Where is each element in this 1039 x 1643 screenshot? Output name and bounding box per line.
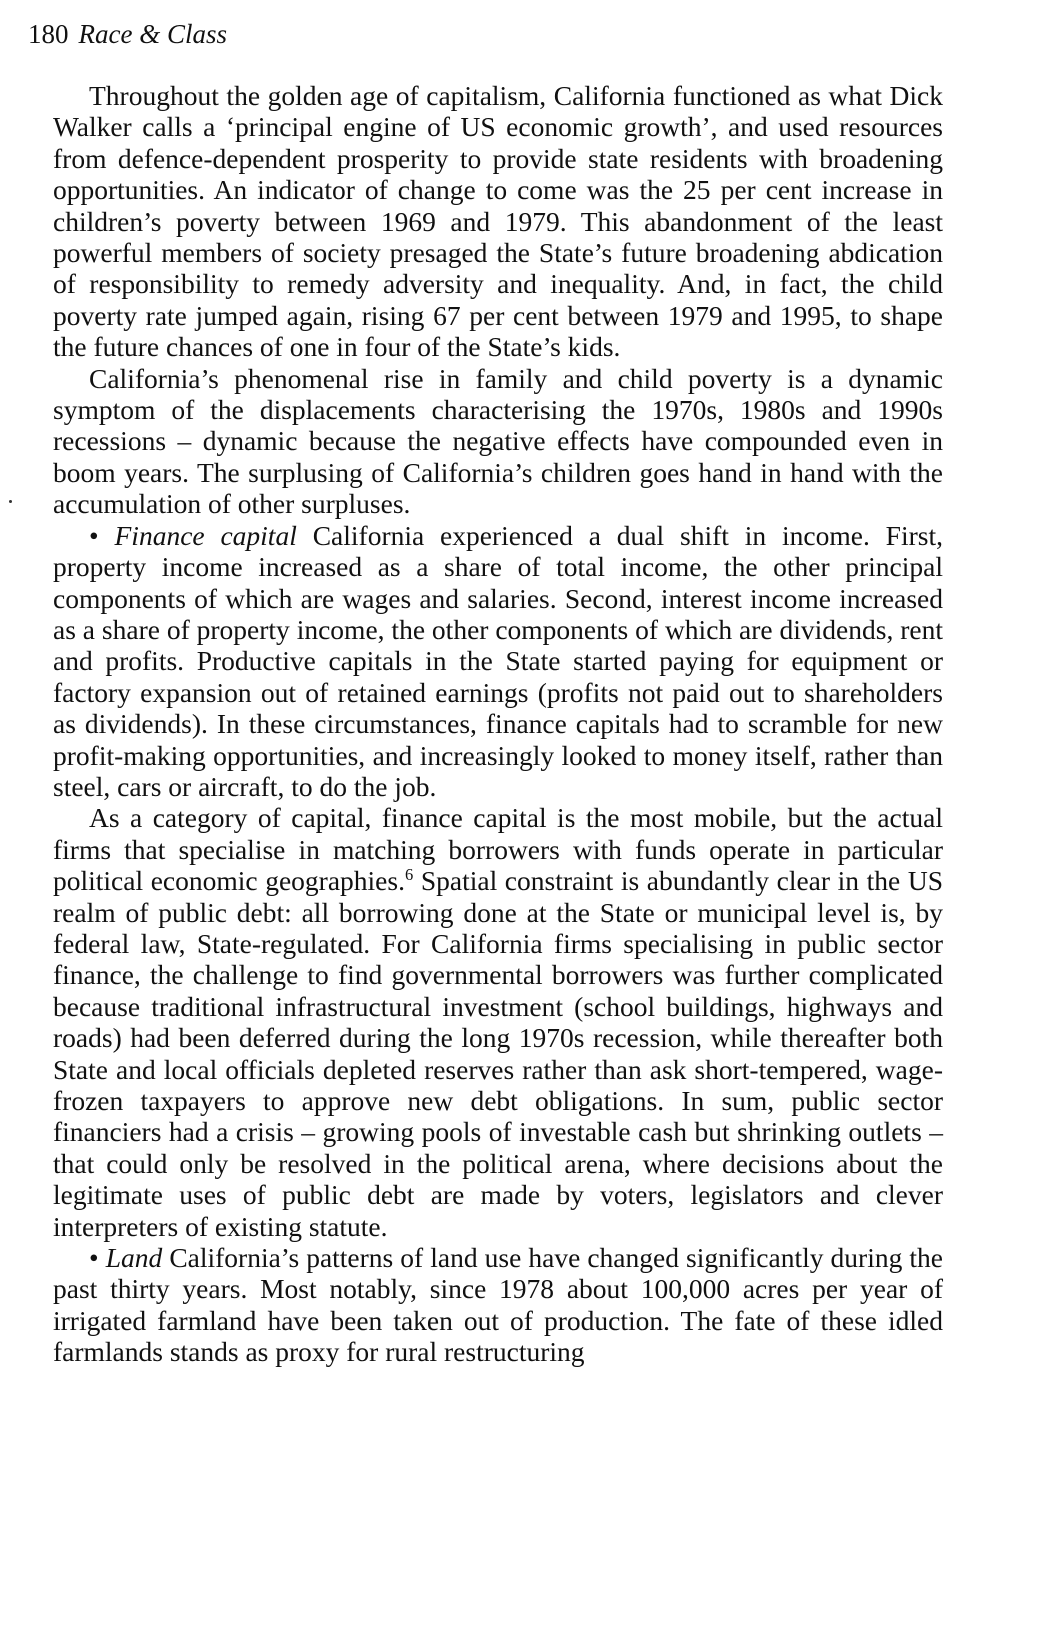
paragraph-public-debt: [53, 802, 943, 1242]
footnote-reference[interactable]: 6: [404, 865, 414, 884]
paragraph-text: Spatial constraint is abundantly clear in the US realm of public debt: all borrowing done at the State or municipal level is, by federal law, State-regulated. For California firms specialising in public sector finance, the challenge to find governmental borrowers was further complicated because traditional infrastructural investment (school buildings, highways and roads) had been deferred during the long 1970s recession, while thereafter both State and local officials depleted reserves rather than ask short-tempered, wage-frozen taxpayers to approve new debt obligations. In sum, public sector financiers had a crisis – growing pools of investable cash but shrinking outlets – that could only be resolved in the political arena, where decisions about the legitimate uses of public debt are made by voters, legislators and clever interpreters of existing statute.: [53, 865, 943, 1242]
stray-mark: [9, 500, 12, 503]
article-body: [53, 80, 943, 1368]
page-number: 180: [28, 19, 69, 49]
paragraph-child-poverty: [53, 363, 943, 520]
paragraph-text: Throughout the golden age of capitalism, California functioned as what Dick Walker calls a ‘principal engine of US economic growth’, and used resources from defence-dependent prosperity to provide state residents with broadening opportunities. An indicator of change to come was the 25 per cent increase in children’s poverty between 1969 and 1979. This abandonment of the least powerful members of society presaged the State’s future broadening abdication of responsibility to remedy adversity and inequality. And, in fact, the child poverty rate jumped again, rising 67 per cent between 1979 and 1995, to shape the future chances of one in four of the State’s kids.: [53, 80, 943, 363]
bullet-marker: •: [89, 1242, 99, 1274]
paragraph-land: [53, 1242, 943, 1368]
running-head: [28, 18, 227, 50]
paragraph-text: California experienced a dual shift in income. First, property income increased as a share of total income, the other principal components of which are wages and salaries. Second, interest income increased as a share of property income, the other components of which are dividends, rent and profits. Productive capitals in the State started paying for equipment or factory expansion out of retained earnings (profits not paid out to shareholders as dividends). In these circumstances, finance capitals had to scramble for new profit-making opportunities, and increasingly looked to money itself, rather than steel, cars or aircraft, to do the job.: [53, 519, 943, 802]
paragraph-text: California’s patterns of land use have changed significantly during the past thirty years. Most notably, since 1978 about 100,000 acres per year of irrigated farmland have been taken out of production. The fate of these idled farmlands stands as proxy for rural restructuring: [53, 1242, 944, 1368]
paragraph-lead-term: Finance capital: [114, 519, 297, 551]
paragraph-text: California’s phenomenal rise in family and child poverty is a dynamic symptom of the displacements characterising the 1970s, 1980s and 1990s recessions – dynamic because the negative effects have compounded even in boom years. The surplusing of California’s children goes hand in hand with the accumulation of other surpluses.: [53, 362, 943, 520]
paragraph-text: As a category of capital, finance capital is the most mobile, but the actual firms that specialise in matching borrowers with funds operate in particular political economic geographies.: [53, 802, 943, 897]
bullet-marker: •: [89, 519, 99, 551]
paragraph-golden-age: [53, 80, 943, 363]
paragraph-lead-term: Land: [105, 1242, 163, 1274]
journal-title: Race & Class: [78, 19, 227, 49]
paragraph-finance-capital: [53, 520, 943, 803]
